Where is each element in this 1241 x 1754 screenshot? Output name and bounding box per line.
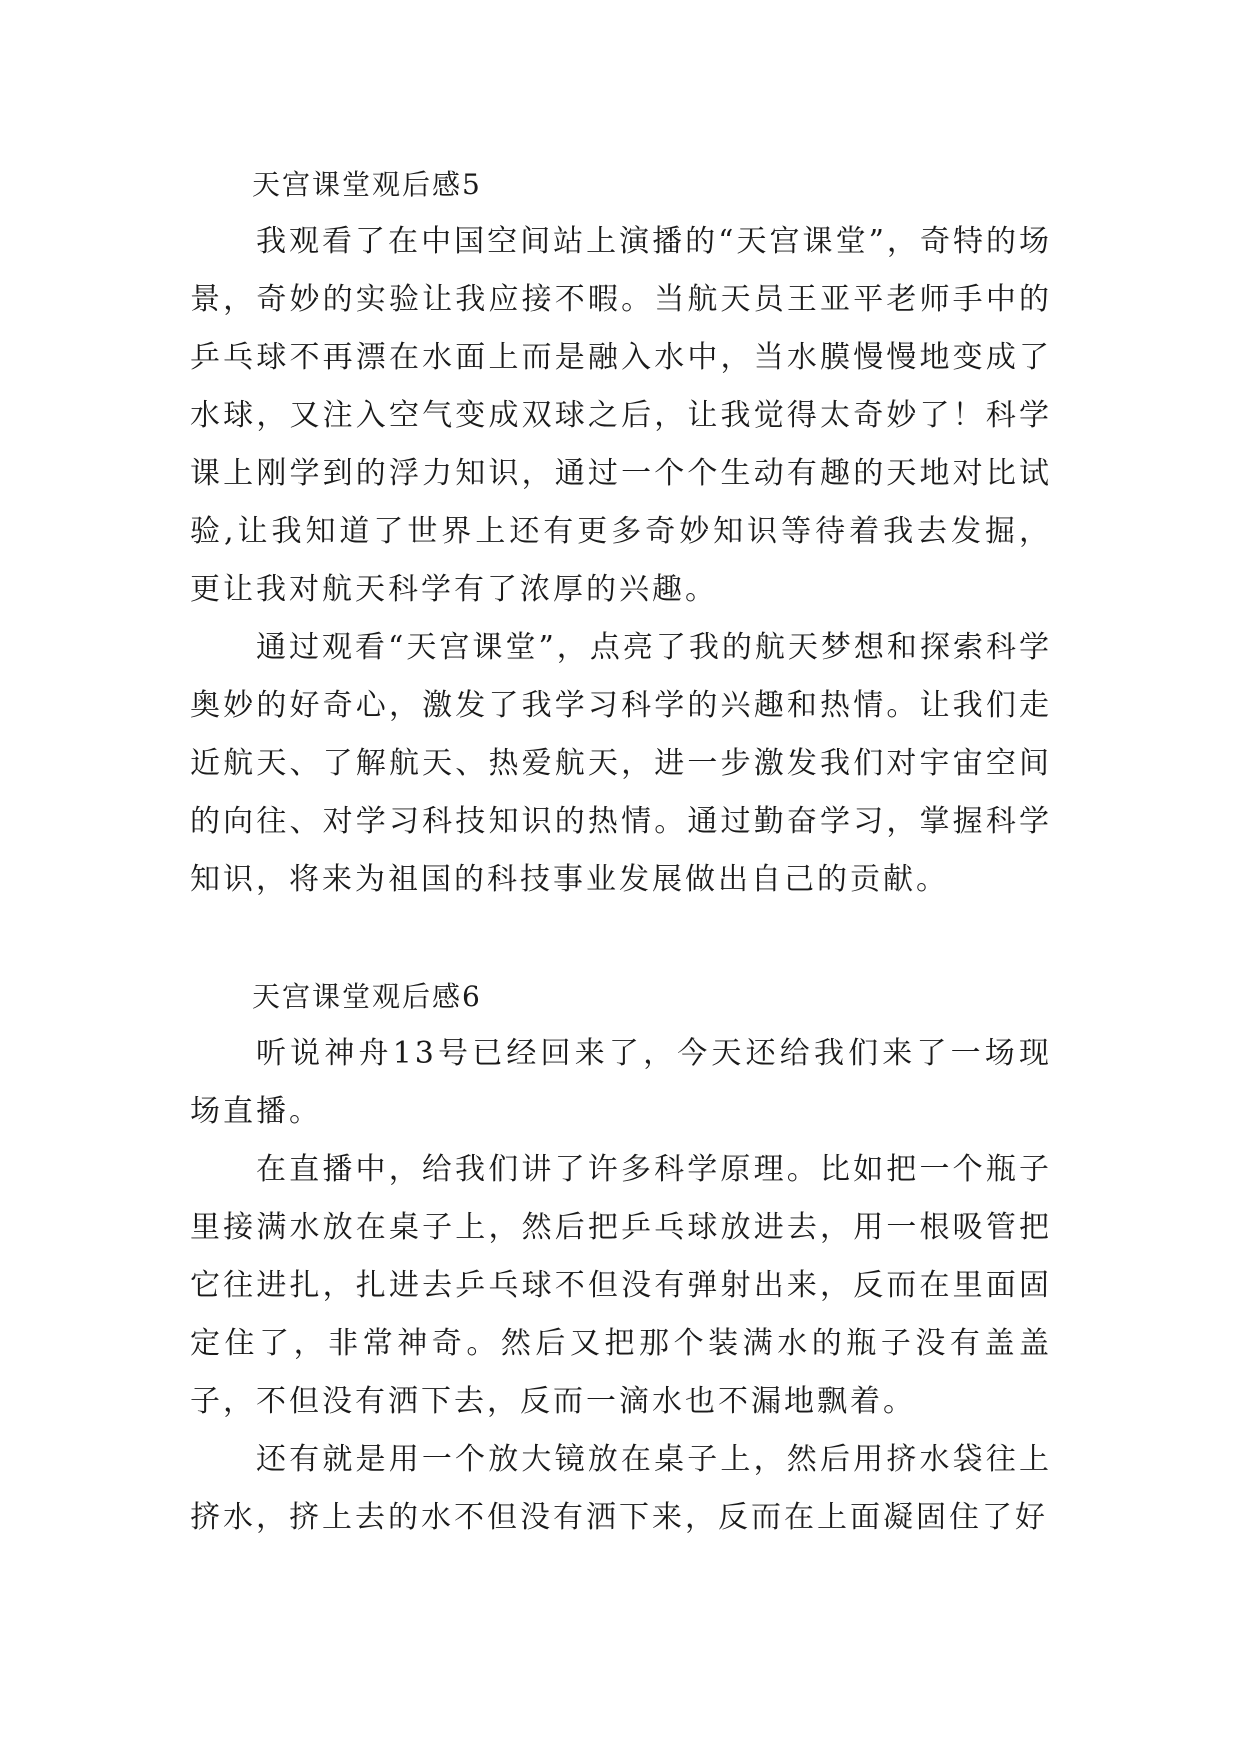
paragraph: 在直播中，给我们讲了许多科学原理。比如把一个瓶子里接满水放在桌子上，然后把乒乓球放进去，用一根吸管把它往进扎，扎进去乒乓球不但没有弹射出来，反而在里面固定住了，非常神奇。然后又把那个装满水的瓶子没有盖盖子，不但没有洒下去，反而一滴水也不漏地飘着。 — [190, 1152, 1052, 1419]
essay-section-6 — [190, 969, 1052, 1547]
paragraph: 听说神舟13号已经回来了，今天还给我们来了一场现场直播。 — [190, 1036, 1052, 1129]
essay-section-5 — [190, 157, 1052, 909]
paragraph: 还有就是用一个放大镜放在桌子上，然后用挤水袋往上挤水，挤上去的水不但没有洒下来，反而在上面凝固住了好 — [190, 1442, 1052, 1535]
paragraph: 通过观看“天宫课堂”，点亮了我的航天梦想和探索科学奥妙的好奇心，激发了我学习科学的兴趣和热情。让我们走近航天、了解航天、热爱航天，进一步激发我们对宇宙空间的向往、对学习科技知识的热情。通过勤奋学习，掌握科学知识，将来为祖国的科技事业发展做出自己的贡献。 — [190, 630, 1052, 897]
section-heading: 天宫课堂观后感5 — [252, 168, 482, 201]
paragraph: 我观看了在中国空间站上演播的“天宫课堂”，奇特的场景，奇妙的实验让我应接不暇。当航天员王亚平老师手中的乒乓球不再漂在水面上而是融入水中，当水膜慢慢地变成了水球，又注入空气变成双球之后，让我觉得太奇妙了！科学课上刚学到的浮力知识，通过一个个生动有趣的天地对比试验,让我知道了世界上还有更多奇妙知识等待着我去发掘，更让我对航天科学有了浓厚的兴趣。 — [190, 224, 1052, 607]
section-heading: 天宫课堂观后感6 — [252, 980, 482, 1013]
